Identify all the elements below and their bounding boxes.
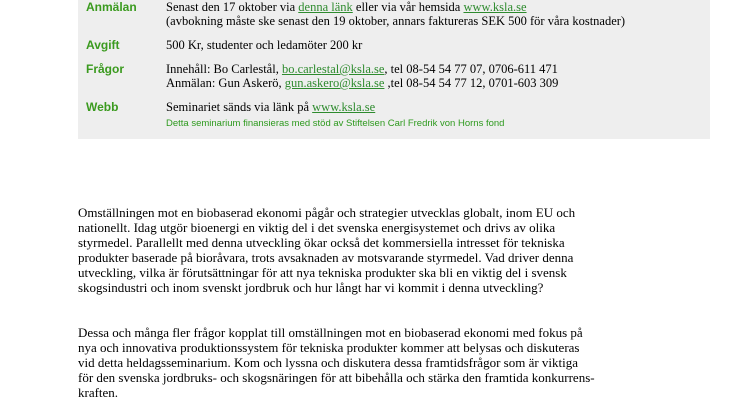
paragraph-1 — [78, 205, 698, 296]
text-line: vid detta heldagsseminarium. Kom och lyssna och diskutera dessa framtidsfrågor som är viktiga — [78, 355, 579, 371]
registration-contact-text: Anmälan: Gun Askerö, — [166, 76, 285, 90]
label-fragor: Frågor — [86, 62, 125, 76]
webb-link[interactable]: www.ksla.se — [312, 100, 376, 114]
text-line: styrmedel. Parallellt med denna utveckling ökar också det kommersiella intresset för tekniska — [78, 235, 565, 251]
text-line: nationellt. Idag utgör bioenergi en viktig del i det svenska energisystemet och drivs av olika — [78, 220, 556, 236]
anmalan-content — [166, 0, 706, 28]
email-link-gun[interactable]: gun.askero@ksla.se — [284, 76, 385, 90]
text-line: skogsindustri och inom svenskt jordbruk och hur långt har vi kommit i denna utveckling? — [78, 280, 544, 296]
content-contact-text: Innehåll: Bo Carlestål, — [166, 62, 282, 76]
event-info-box — [78, 0, 710, 139]
text-line: produkter baserade på bioråvara, trots avsaknaden av motsvarande styrmedel. Vad driver denna — [78, 250, 574, 266]
text-line: utveckling, vilka är förutsättningar för att nya tekniska produkter ska bli en viktig del i svensk — [78, 265, 567, 281]
fragor-content — [166, 62, 706, 90]
text-line: kraften. — [78, 385, 119, 401]
registration-contact-phone: ,tel 08-54 54 77 12, 0701-603 309 — [384, 76, 559, 90]
text-line: Dessa och många fler frågor kopplat till omställningen mot en biobaserad ekonomi med fokus på — [78, 325, 583, 340]
anmalan-text-mid: eller via vår hemsida — [352, 0, 464, 14]
label-anmalan: Anmälan — [86, 0, 137, 14]
registration-link[interactable]: denna länk — [298, 0, 353, 14]
paragraph-2 — [78, 325, 698, 400]
website-link[interactable]: www.ksla.se — [463, 0, 527, 14]
funding-note: Detta seminarium finansieras med stöd av Stiftelsen Carl Fredrik von Horns fond — [166, 118, 505, 129]
text-line: nya och innovativa produktionssystem för tekniska produkter kommer att belysas och diskuteras — [78, 340, 580, 356]
webb-content — [166, 100, 706, 130]
cancellation-note: (avbokning måste ske senast den 19 oktober, annars faktureras SEK 500 för våra kostnader) — [166, 14, 626, 28]
anmalan-text: Senast den 17 oktober via — [166, 0, 299, 14]
webb-text: Seminariet sänds via länk på — [166, 100, 313, 114]
avgift-text: 500 Kr, studenter och ledamöter 200 kr — [166, 38, 363, 52]
label-webb: Webb — [86, 100, 119, 114]
text-line: Omställningen mot en biobaserad ekonomi pågår och strategier utvecklas globalt, inom EU och — [78, 205, 576, 220]
content-contact-phone: , tel 08-54 54 77 07, 0706-611 471 — [384, 62, 558, 76]
text-line: för den svenska jordbruks- och skogsnäringen för att bibehålla och stärka den framtida konkurrens- — [78, 370, 595, 386]
email-link-bo[interactable]: bo.carlestal@ksla.se — [281, 62, 385, 76]
label-avgift: Avgift — [86, 38, 120, 52]
